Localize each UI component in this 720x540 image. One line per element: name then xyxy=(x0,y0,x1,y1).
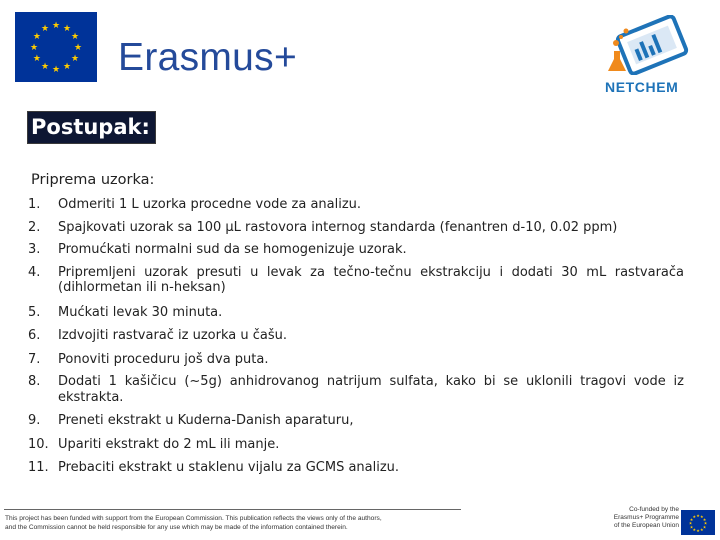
step-text: Prebaciti ekstrakt u staklenu vijalu za GCMS analizu. xyxy=(58,460,400,475)
eu-flag-logo xyxy=(15,12,97,82)
cofund-line: Erasmus+ Programme xyxy=(613,514,679,521)
step-text: Ponoviti proceduru još dva puta. xyxy=(58,351,269,367)
star-icon: ★ xyxy=(73,43,83,53)
star-icon: ★ xyxy=(32,32,41,42)
step-text: Izdvojiti rastvarač iz uzorka u čašu. xyxy=(58,328,288,343)
procedure-steps-list xyxy=(28,197,700,476)
star-icon: ★ xyxy=(689,524,694,530)
step-text: Odmeriti 1 L uzorka procedne vode za analizu. xyxy=(58,197,362,212)
slide-title: Postupak: xyxy=(27,111,156,144)
star-icon: ★ xyxy=(40,62,50,73)
step-number: 6. xyxy=(28,328,41,343)
step-number: 2. xyxy=(28,219,41,235)
procedure-step xyxy=(28,242,700,258)
section-subheading: Priprema uzorka: xyxy=(31,172,155,188)
procedure-step xyxy=(28,220,700,236)
cofunded-label xyxy=(601,506,679,530)
star-icon: ★ xyxy=(71,54,80,64)
step-text: Preneti ekstrakt u Kuderna-Danish aparaturu, xyxy=(58,413,354,428)
star-icon: ★ xyxy=(29,43,39,53)
netchem-logo-icon xyxy=(600,15,696,75)
step-number: 10. xyxy=(28,436,49,452)
star-icon: ★ xyxy=(62,23,72,34)
star-icon: ★ xyxy=(703,520,708,526)
step-number: 1. xyxy=(28,197,41,212)
footer-divider xyxy=(4,509,461,510)
procedure-step xyxy=(28,265,700,296)
step-number: 11. xyxy=(28,460,49,475)
star-icon: ★ xyxy=(696,528,700,533)
star-icon: ★ xyxy=(689,516,694,522)
star-icon: ★ xyxy=(688,520,693,526)
step-text: Dodati 1 kašičicu (~5g) anhidrovanog natrijum sulfata, kako bi se uklonili tragovi vode iz ekstrakta. xyxy=(58,374,684,405)
step-text: Spajkovati uzorak sa 100 µL rastovora internog standarda (fenantren d-10, 0.02 ppm) xyxy=(58,219,618,235)
cofund-line: Co-funded by the xyxy=(629,506,679,513)
procedure-step xyxy=(28,197,700,213)
funding-disclaimer xyxy=(5,514,475,532)
slide-content xyxy=(28,170,700,476)
eu-flag-small-icon xyxy=(681,510,715,535)
step-text: Mućkati levak 30 minuta. xyxy=(58,304,223,320)
star-icon: ★ xyxy=(51,65,61,75)
step-text: Promućkati normalni sud da se homogenizuje uzorak. xyxy=(58,242,407,257)
star-icon: ★ xyxy=(40,23,50,34)
procedure-step xyxy=(28,328,700,344)
star-icon: ★ xyxy=(696,513,700,518)
step-text: Pripremljeni uzorak presuti u levak za tečno-tečnu ekstrakciju i dodati 30 mL rastvarača (dihlormetan ili n-heksan) xyxy=(58,264,684,295)
step-number: 8. xyxy=(28,374,41,389)
star-icon: ★ xyxy=(702,524,707,530)
erasmus-plus-logo-text: Erasmus+ xyxy=(118,36,298,79)
procedure-step xyxy=(28,352,700,368)
star-icon: ★ xyxy=(62,62,72,73)
star-icon: ★ xyxy=(699,527,704,532)
cofund-line: of the European Union xyxy=(613,522,679,529)
procedure-step xyxy=(28,460,700,476)
step-number: 9. xyxy=(28,413,41,428)
step-number: 3. xyxy=(28,242,41,257)
star-icon: ★ xyxy=(71,32,80,42)
star-icon: ★ xyxy=(51,21,61,31)
step-text: Upariti ekstrakt do 2 mL ili manje. xyxy=(58,436,280,452)
procedure-step xyxy=(28,305,700,321)
step-number: 4. xyxy=(28,264,41,280)
star-icon: ★ xyxy=(692,527,697,532)
step-number: 7. xyxy=(28,351,41,367)
netchem-logo-text: NETCHEM xyxy=(605,79,679,95)
disclaimer-line: This project has been funded with support from the European Commission. This publication reflects the views only of the authors, xyxy=(5,515,382,522)
procedure-step xyxy=(28,413,700,429)
star-icon: ★ xyxy=(32,54,41,64)
procedure-step xyxy=(28,437,700,453)
star-icon: ★ xyxy=(692,514,697,519)
step-number: 5. xyxy=(28,304,41,320)
star-icon: ★ xyxy=(702,516,707,522)
disclaimer-line: and the Commission cannot be held responsible for any use which may be made of the information contained therein. xyxy=(5,524,348,531)
star-icon: ★ xyxy=(699,514,704,519)
procedure-step xyxy=(28,374,700,405)
